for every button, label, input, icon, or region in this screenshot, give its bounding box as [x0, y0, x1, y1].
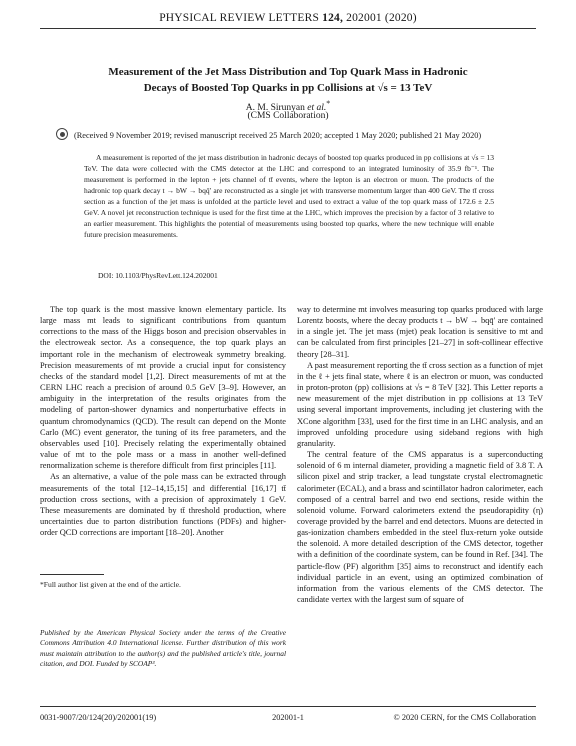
paragraph: The central feature of the CMS apparatus is a superconducting solenoid of 6 m internal diameter, providing a magnetic field of 3.8 T. A silicon pixel and strip tracker, a lead tungstate crystal electromagnetic calorimeter (ECAL), and a brass and scintillator hadron calorimeter, each composed of a central barrel and two end sections, reside within the solenoid volume. Forward calorimeters extend the pseudorapidity (η) coverage provided by the barrel and end detectors. Muons are detected in gas-ionization chambers embedded in the steel flux-return yoke outside the solenoid. A more detailed description of the CMS detector, together with a definition of the coordinate system, can be found in Ref. [34]. The particle-flow (PF) algorithm [35] aims to reconstruct and identify each individual particle in an event, using an optimized combination of information from the various elements of the CMS detector. The candidate vertex with the largest sum of square of — [297, 450, 543, 605]
title-line-1: Measurement of the Jet Mass Distribution and Top Quark Mass in Hadronic — [108, 66, 468, 78]
footer-rule — [40, 706, 536, 707]
journal-volume: 124, — [322, 12, 344, 24]
doi-line — [98, 270, 218, 281]
paragraph: The top quark is the most massive known elementary particle. Its large mass mt leads to significant contributions from quantum corrections to the mass of the Higgs boson and precision observables in the electroweak sector. As a consequence, the top quark plays an important role in the mechanism of electroweak symmetry breaking. Precision measurements of mt provide a crucial input for consistency checks of the standard model [1,2]. Direct measurements of mt at the CERN LHC reach a precision of around 0.5 GeV [3–9]. However, an ambiguity in the interpretation of the results originates from the modeling of parton-shower dynamics and nonperturbative effects in quantum chromodynamics (QCD). The result can depend on the Monte Carlo (MC) event generator, the tuning of its free parameters, and the observables used [10]. Precisely relating the experimentally obtained value of mt to the pole mass or a mass in another well-defined renormalization scheme is therefore difficult from first principles [11]. — [40, 305, 286, 471]
author-names: A. M. Sirunyan — [245, 103, 305, 114]
license-notice: Published by the American Physical Society under the terms of the Creative Commons Attribution 4.0 International license. Further distribution of this work must maintain attribution to the author(s) and the published article's title, journal citation, and DOI. Funded by SCOAP³. — [40, 628, 286, 669]
body-column-left — [40, 304, 286, 538]
author-footnote-mark: * — [326, 99, 331, 108]
author-footnote: *Full author list given at the end of the article. — [40, 580, 181, 589]
crossmark-icon[interactable] — [56, 128, 68, 140]
article-title — [70, 64, 506, 96]
received-dates — [56, 128, 546, 142]
collaboration: (CMS Collaboration) — [247, 111, 329, 121]
paragraph: way to determine mt involves measuring top quarks produced with large Lorentz boosts, where the decay products t → bW → bqq̄′ are contained in a single jet. The jet mass (mjet) peak location is sensitive to mt and can be calculated from first principles [21–27] in soft-collinear effective theory [28–31]. — [297, 305, 543, 359]
author-etal: et al. — [307, 103, 327, 114]
footer-copyright: © 2020 CERN, for the CMS Collaboration — [393, 713, 536, 722]
body-column-right — [297, 304, 543, 605]
title-line-2: Decays of Boosted Top Quarks in pp Collisions at √s = 13 TeV — [143, 82, 433, 94]
doi-label: DOI: — [98, 271, 114, 280]
page-number: 202001-1 — [272, 713, 304, 722]
received-text: (Received 9 November 2019; revised manuscript received 25 March 2020; accepted 1 May 2020; published 21 May 2020) — [74, 131, 482, 140]
footnote-rule — [40, 574, 104, 575]
paragraph: A past measurement reporting the tt̄ cross section as a function of mjet in the ℓ + jets final state, where ℓ is an electron or muon, was conducted in proton-proton (pp) collisions at √s = 8 TeV [32]. This Letter reports a new measurement of the mjet distribution in pp collisions at 13 TeV using several important improvements, including jet clustering with the XCone algorithm [33], used for the first time in an LHC analysis, and an improved unfolding procedure using sideband regions with high granularity. — [297, 360, 543, 448]
abstract: A measurement is reported of the jet mass distribution in hadronic decays of boosted top quarks produced in pp collisions at √s = 13 TeV. The data were collected with the CMS detector at the LHC and correspond to an integrated luminosity of 35.9 fb⁻¹. The measurement is performed in the lepton + jets channel of tt̄ events, where the lepton is an electron or muon. The products of the hadronic top quark decay t → bW → bqq̄′ are reconstructed as a single jet with transverse momentum larger than 400 GeV. The tt̄ cross section as a function of the jet mass is unfolded at the particle level and used to extract a value of the top quark mass of 172.6 ± 2.5 GeV. A novel jet reconstruction technique is used for the first time at the LHC, which improves the precision by a factor of 3 relative to an earlier measurement. This highlights the potential of measurements using boosted top quarks, where the new technique will enable future precision measurements. — [84, 153, 494, 239]
footer-issn: 0031-9007/20/124(20)/202001(19) — [40, 713, 157, 722]
article-number: 202001 (2020) — [346, 12, 417, 24]
header-rule — [40, 28, 536, 29]
doi-link[interactable]: 10.1103/PhysRevLett.124.202001 — [115, 271, 218, 280]
journal-name: PHYSICAL REVIEW LETTERS — [159, 12, 320, 24]
paragraph: As an alternative, a value of the pole mass can be extracted through measurements of the total [12–14,15,15] and differential [16,17] tt̄ production cross sections, with a precision of approximately 1 GeV. These measurements are dominated by tt̄ threshold production, where uncertainties due to parton distribution functions (PDFs) and higher-order QCD corrections are important [18–20]. Another — [40, 472, 286, 538]
running-head — [40, 12, 536, 24]
